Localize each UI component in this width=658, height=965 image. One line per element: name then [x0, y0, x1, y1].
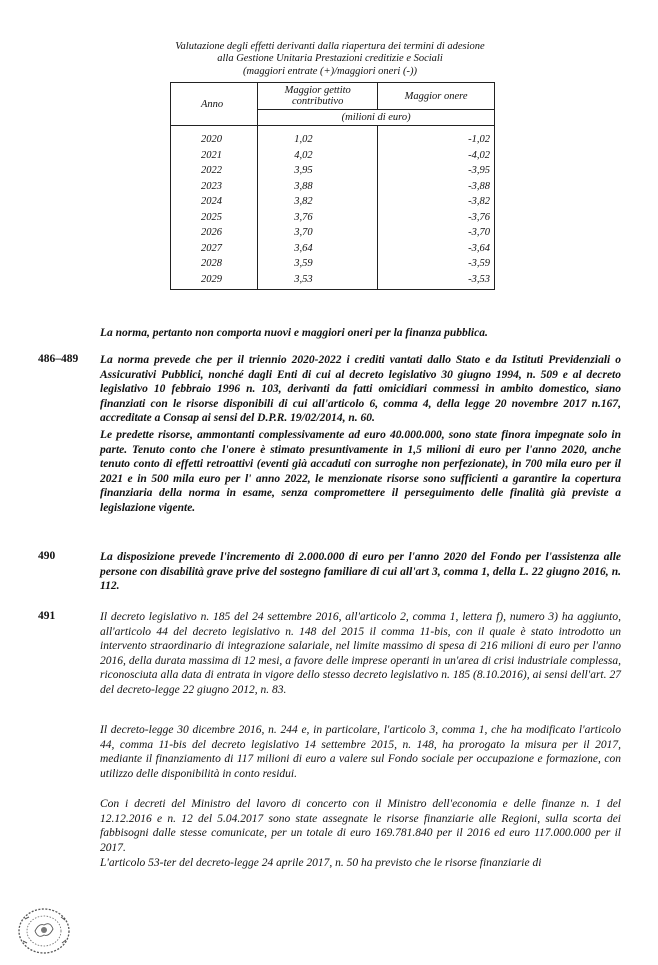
section-491-paragraph-2: Il decreto-legge 30 dicembre 2016, n. 244 e, in particolare, l'articolo 3, comma 1, che ha modificato l'articolo 44, comma 11-bis del decreto legislativo 14 settembre 2015, n. 148, ha prorogato la misura per il 2017, mediante il finanziamento di 117 milioni di euro a valere sul Fondo sociale per occupazione e formazione, con utilizzo delle disponibilità in conto residui.: [100, 724, 621, 780]
header-units: (milioni di euro): [258, 110, 495, 126]
cell-gettito: 1,02: [258, 126, 378, 148]
cell-onere: -4,02: [378, 148, 495, 164]
section-number-490: 490: [38, 550, 56, 562]
table-row: [171, 126, 495, 148]
cell-anno: 2021: [171, 148, 258, 164]
cell-anno: 2025: [171, 210, 258, 226]
table-row: [171, 272, 495, 290]
cell-anno: 2028: [171, 256, 258, 272]
cell-anno: 2024: [171, 194, 258, 210]
table-row: [171, 148, 495, 164]
section-486-489-paragraph-1: La norma prevede che per il triennio 2020-2022 i crediti vantati dallo Stato e da Istituti Previdenziali o Assicurativi Pubblici, nonché dagli Enti di cui al decreto legislativo 30 giugno 1994, n. 509 e al decreto legislativo 10 febbraio 1996 n. 103, derivanti da fatti omicidiari commessi in ambito domestico, siano finanziati con le risorse disponibili di cui all'articolo 6, comma 4, della legge 20 novembre 2017 n.167, accreditate a Consap ai sensi del D.P.R. 19/02/2014, n. 60.: [100, 354, 621, 425]
table-row: [171, 256, 495, 272]
cell-gettito: 3,59: [258, 256, 378, 272]
cell-anno: 2022: [171, 163, 258, 179]
header-anno: Anno: [171, 83, 258, 126]
section-490-paragraph: La disposizione prevede l'incremento di 2.000.000 di euro per l'anno 2020 del Fondo per l'assistenza alle persone con disabilità grave prive del sostegno familiare di cui all'art 3, comma 1, della L. 22 giugno 2016, n. 112.: [100, 551, 621, 593]
table-row: [171, 210, 495, 226]
effects-table: [170, 82, 495, 290]
table-caption-line-2: alla Gestione Unitaria Prestazioni creditizie e Sociali: [217, 53, 443, 64]
cell-onere: -3,53: [378, 272, 495, 290]
cell-gettito: 3,64: [258, 241, 378, 257]
no-new-charges-note: La norma, pertanto non comporta nuovi e maggiori oneri per la finanza pubblica.: [100, 327, 488, 339]
table-row: [171, 241, 495, 257]
cell-anno: 2023: [171, 179, 258, 195]
cell-anno: 2020: [171, 126, 258, 148]
header-gettito: Maggior gettito contributivo: [258, 83, 378, 110]
cell-gettito: 3,82: [258, 194, 378, 210]
section-491-paragraph-3: Con i decreti del Ministro del lavoro di concerto con il Ministro dell'economia e delle finanze n. 1 del 12.12.2016 e n. 12 del 5.04.2017 sono state assegnate le risorse finanziarie alle Regioni, sulla scorta dei fabbisogni dalle stesse comunicate, per un totale di euro 169.781.840 per il 2016 ed euro 117.000.000 per il 2017.: [100, 798, 621, 854]
table-row: [171, 225, 495, 241]
table-row: [171, 194, 495, 210]
cell-onere: -3,88: [378, 179, 495, 195]
cell-onere: -3,70: [378, 225, 495, 241]
cell-anno: 2029: [171, 272, 258, 290]
official-seal-stamp: [15, 905, 73, 957]
section-491-paragraph-1: Il decreto legislativo n. 185 del 24 settembre 2016, all'articolo 2, comma 1, lettera f), numero 3) ha aggiunto, all'articolo 44 del decreto legislativo n. 148 del 2015 il comma 11-bis, con il quale è stato introdotto un intervento straordinario di integrazione salariale, nel limite massimo di spesa di 216 milioni di euro per l'anno 2016, della durata massima di 12 mesi, a favore delle imprese operanti in un'area di crisi industriale complessa, riconosciuta alla data di entrata in vigore dello stesso decreto legislativo n. 185 (8.10.2016), ai sensi dell'art. 27 del decreto-legge 22 giugno 2012, n. 83.: [100, 611, 621, 696]
table-caption-line-1: Valutazione degli effetti derivanti dalla riapertura dei termini di adesione: [175, 41, 485, 52]
table-row: [171, 179, 495, 195]
cell-onere: -3,59: [378, 256, 495, 272]
cell-onere: -3,95: [378, 163, 495, 179]
cell-anno: 2026: [171, 225, 258, 241]
cell-gettito: 3,70: [258, 225, 378, 241]
table-row: [171, 163, 495, 179]
section-number-491: 491: [38, 610, 56, 622]
cell-gettito: 4,02: [258, 148, 378, 164]
cell-gettito: 3,53: [258, 272, 378, 290]
cell-onere: -3,64: [378, 241, 495, 257]
section-491-paragraph-4: L'articolo 53-ter del decreto-legge 24 aprile 2017, n. 50 ha previsto che le risorse finanziarie di: [100, 857, 542, 869]
cell-anno: 2027: [171, 241, 258, 257]
section-486-489-paragraph-2: Le predette risorse, ammontanti complessivamente ad euro 40.000.000, sono state finora impegnate solo in parte. Tenuto conto che l'onere è stimato presuntivamente in 1,5 milioni di euro per l'anno 2020, anche tenuto conto di effetti retroattivi (eventi già accaduti con surroghe non perfezionate), in 700 mila euro per il 2021 e in 500 mila euro per l' anno 2022, le menzionate risorse sono sufficienti a garantire la copertura finanziaria della norma in esame, senza compromettere il perseguimento delle finalità già previste a legislazione vigente.: [100, 429, 621, 514]
cell-onere: -3,82: [378, 194, 495, 210]
cell-gettito: 3,76: [258, 210, 378, 226]
header-onere: Maggior onere: [378, 83, 495, 110]
cell-onere: -3,76: [378, 210, 495, 226]
section-number-486-489: 486–489: [38, 353, 79, 365]
cell-onere: -1,02: [378, 126, 495, 148]
cell-gettito: 3,88: [258, 179, 378, 195]
cell-gettito: 3,95: [258, 163, 378, 179]
table-caption-line-3: (maggiori entrate (+)/maggiori oneri (-)): [243, 66, 417, 77]
